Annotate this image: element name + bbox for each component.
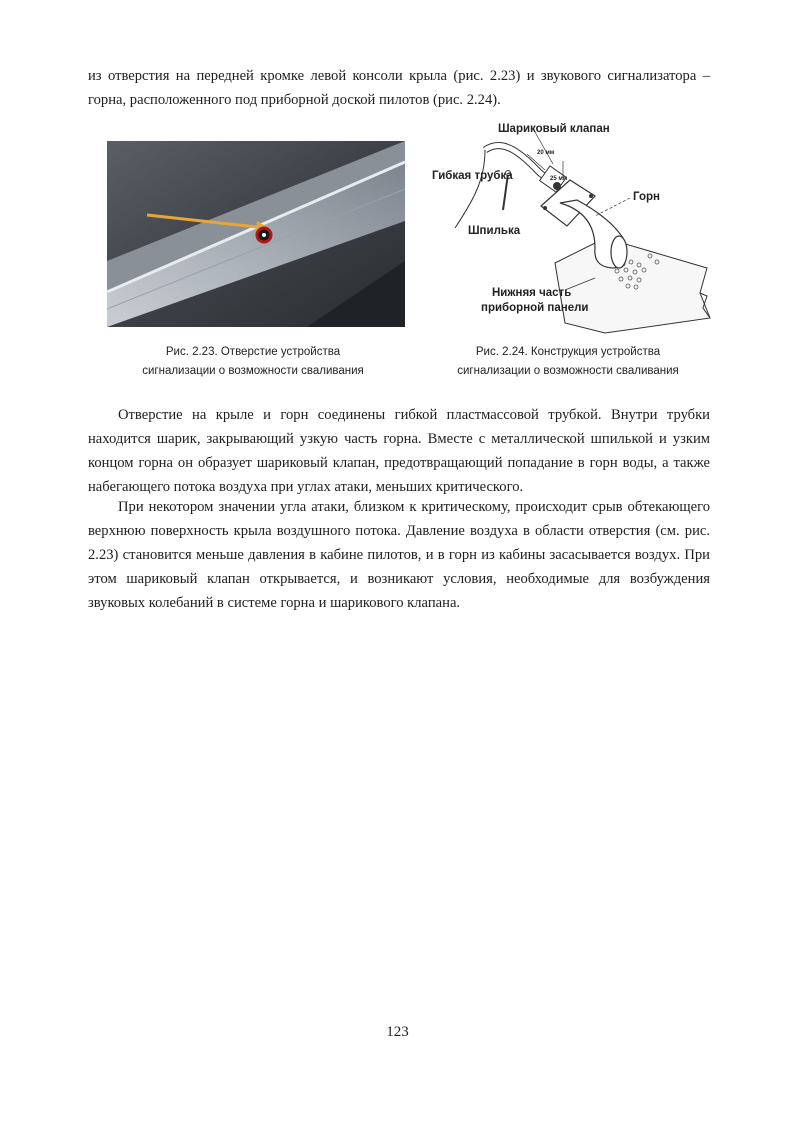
caption-line: Рис. 2.24. Конструкция устройства	[475, 346, 661, 358]
figure-caption-2-23	[103, 343, 403, 381]
body-paragraph: Отверстие на крыле и горн соединены гибкой пластмассовой трубкой. Внутри трубки находится шарик, закрывающий узкую часть горна. Вместе с металлической шпилькой и узким концом горна он образует шариковый клапан, предотвращающий попадание в горн воды, а также набегающего потока воздуха при углах атаки, меньших критического.	[88, 407, 710, 495]
intro-paragraph: из отверстия на передней кромке левой консоли крыла (рис. 2.23) и звукового сигнализатора – горна, расположенного под приборной доской пилотов (рис. 2.24).	[88, 68, 710, 108]
figure-caption-2-24	[428, 343, 708, 381]
wing-hole-photo	[107, 141, 405, 327]
label-dim-25: 25 мм	[550, 176, 568, 182]
label-lower-panel: Нижняя часть	[492, 287, 572, 299]
diagram-drawing	[432, 118, 715, 336]
label-flex-tube: Гибкая трубка	[432, 170, 513, 182]
wing-photo-drawing	[107, 141, 405, 327]
page-number: 123	[386, 1024, 409, 1040]
caption-line: сигнализации о возможности сваливания	[457, 365, 679, 377]
horn-construction-diagram	[432, 118, 715, 336]
label-horn: Горн	[633, 191, 660, 203]
caption-line: Рис. 2.23. Отверстие устройства	[165, 346, 341, 358]
label-pin: Шпилька	[468, 225, 521, 237]
body-paragraph: При некотором значении угла атаки, близком к критическому, происходит срыв обтекающего верхнюю поверхность крыла воздушного потока. Давление воздуха в области отверстия (см. рис. 2.23) становится меньше давления в кабине пилотов, и в горн из кабины засасывается воздух. При этом шариковый клапан открывается, и возникают условия, необходимые для возбуждения звуковых колебаний в системе горна и шарикового клапана.	[88, 499, 710, 611]
caption-line: сигнализации о возможности сваливания	[142, 365, 364, 377]
label-dim-20: 20 мм	[537, 150, 555, 156]
label-lower-panel: приборной панели	[481, 302, 589, 314]
label-ball-valve: Шариковый клапан	[498, 123, 610, 135]
